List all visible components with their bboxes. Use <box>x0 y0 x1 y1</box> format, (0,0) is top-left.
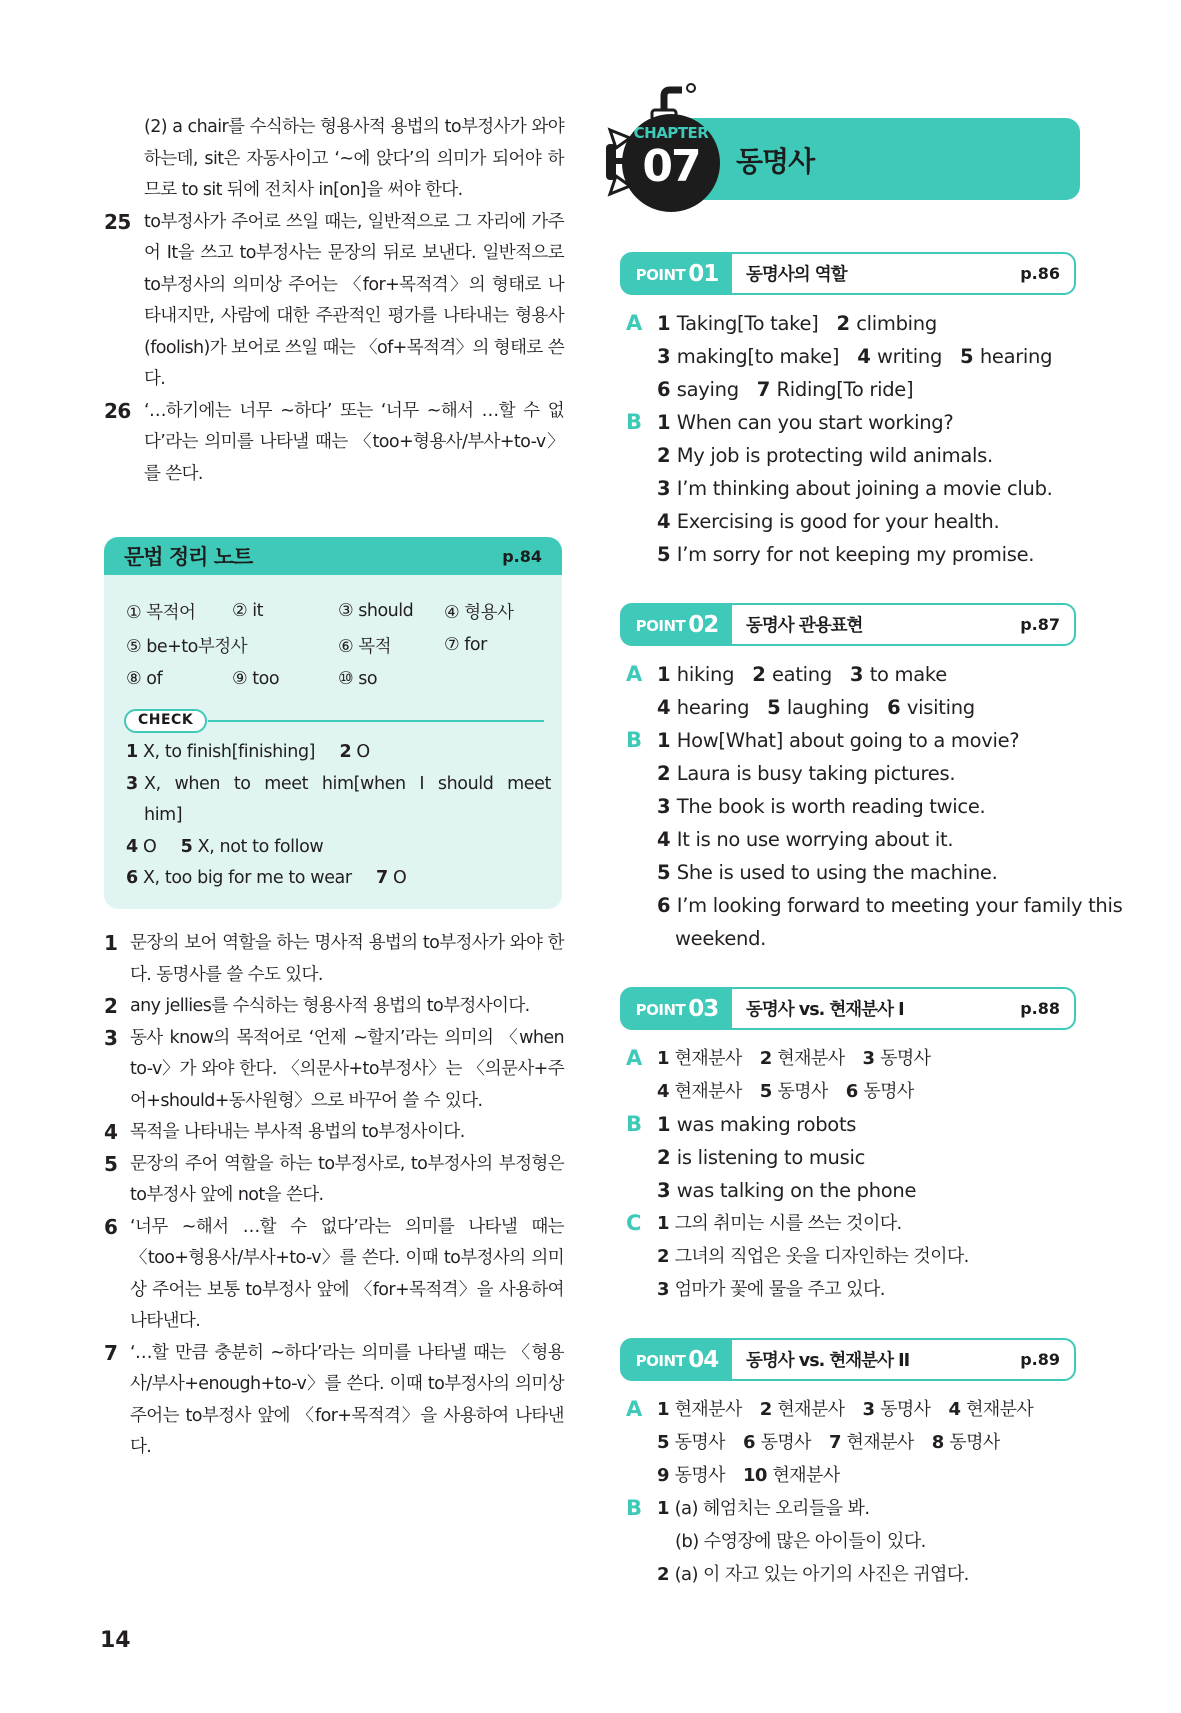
answer-text: writing <box>876 345 943 368</box>
explanation-text: ‘너무 ~해서 …할 수 없다’라는 의미를 나타낼 때는 〈too+형용사/부사+to-v〉를 쓴다. 이때 to부정사의 의미상 주어는 보통 to부정사 앞에 〈for+목적격〉을 사용하여 나타낸다. <box>130 1216 564 1331</box>
check-answer: X, not to follow <box>197 836 324 857</box>
answer-text: I’m sorry for not keeping my promise. <box>676 543 1035 566</box>
explanation-text: any jellies를 수식하는 형용사적 용법의 to부정사이다. <box>130 996 530 1016</box>
point-header <box>620 987 1076 1030</box>
answer-text: 동명사 <box>880 1399 931 1420</box>
answer-cell: ⑧ of <box>126 669 163 689</box>
answer-number: 3 <box>657 345 677 368</box>
answer-line <box>657 823 1181 856</box>
explanation-number: 1 <box>104 931 118 955</box>
answer-text: 동명사 <box>863 1081 914 1102</box>
section-letter: A <box>626 1397 642 1421</box>
answer-text: 그의 취미는 시를 쓰는 것이다. <box>674 1213 902 1234</box>
answer-number: 2 <box>657 1564 675 1585</box>
answer-line <box>657 340 1076 373</box>
answer-cell: ⑩ so <box>338 669 378 689</box>
point-page-ref: p.86 <box>1020 264 1060 283</box>
explanation-item <box>104 396 564 491</box>
check-number: 7 <box>376 868 388 888</box>
answer-line <box>657 691 1181 724</box>
explanation-item <box>104 207 564 396</box>
point-page-ref: p.89 <box>1020 1350 1060 1369</box>
answer-number: 2 <box>657 1146 677 1169</box>
answer-number: 2 <box>657 444 677 467</box>
left-column <box>104 112 564 490</box>
explanation-number: 5 <box>104 1151 118 1176</box>
answer-number: 6 <box>845 1081 864 1102</box>
answer-text: to make <box>869 663 947 686</box>
check-rule-line <box>208 720 544 722</box>
answer-cell: ⑥ 목적 <box>338 636 392 657</box>
explanation-item <box>104 1023 564 1118</box>
explanation-number: 6 <box>104 1214 118 1239</box>
submarine-icon <box>600 78 730 203</box>
answer-number: 6 <box>657 378 677 401</box>
check-label: CHECK <box>124 709 207 733</box>
answer-line <box>657 1174 1076 1207</box>
answers <box>626 1393 1076 1591</box>
answer-line <box>657 1240 1076 1273</box>
answer-text: hearing <box>979 345 1053 368</box>
answer-text: making[to make] <box>676 345 840 368</box>
answer-cell: ② it <box>232 601 263 621</box>
point-word: POINT <box>635 1352 686 1370</box>
explanation-text: 문장의 보어 역할을 하는 명사적 용법의 to부정사가 와야 한다. 동명사를 쓸 수도 있다. <box>130 933 564 985</box>
answer-number: 2 <box>759 1399 778 1420</box>
answers <box>626 658 1181 955</box>
answer-number: 3 <box>657 795 677 818</box>
explanation-text: ‘…하기에는 너무 ~하다’ 또는 ‘너무 ~해서 …할 수 없다’라는 의미를 나타낼 때는 〈too+형용사/부사+to-v〉를 쓴다. <box>144 400 564 484</box>
answer-line <box>657 307 1076 340</box>
answer-number: 1 <box>657 729 677 752</box>
answer-text: 현재분사 <box>966 1399 1034 1420</box>
answer-group-a <box>626 1042 1076 1108</box>
answer-number: 1 <box>657 1498 675 1519</box>
answer-cell: ④ 형용사 <box>444 602 514 623</box>
answer-text: (a) 이 자고 있는 아기의 사진은 귀엽다. <box>674 1564 969 1585</box>
point-number: 04 <box>688 1346 719 1373</box>
check-divider <box>124 709 544 733</box>
answer-text: was making robots <box>676 1113 857 1136</box>
answer-text: saying <box>676 378 739 401</box>
point-tag <box>622 1340 732 1379</box>
answer-line <box>657 1393 1076 1426</box>
answer-text: was talking on the phone <box>676 1179 917 1202</box>
answer-text: 현재분사 <box>674 1081 742 1102</box>
answer-group-b <box>626 1492 1076 1591</box>
explanation-text: 동사 know의 목적어로 ‘언제 ~할지’라는 의미의 〈when to-v〉가 와야 한다. 〈의문사+to부정사〉는 〈의문사+주어+should+동사원형〉으로 바꾸어 쓸 수 있다. <box>130 1027 564 1111</box>
check-number: 1 <box>126 742 138 762</box>
answer-line <box>657 1042 1076 1075</box>
explanation-item <box>104 928 564 991</box>
answer-text: My job is protecting wild animals. <box>676 444 993 467</box>
point-section-02 <box>600 603 1181 955</box>
section-letter: B <box>626 410 642 434</box>
answer-line <box>657 1459 1076 1492</box>
answer-number: 2 <box>836 312 857 335</box>
point-word: POINT <box>635 617 686 635</box>
answer-line <box>657 757 1181 790</box>
answer-text: Exercising is good for your health. <box>676 510 1000 533</box>
answer-text: I’m looking forward to meeting your family this weekend. <box>675 894 1123 950</box>
answer-number: 10 <box>742 1465 773 1486</box>
answer-number: 6 <box>742 1432 761 1453</box>
answer-group-a <box>626 307 1076 406</box>
grammar-note-answers <box>126 594 546 696</box>
answer-number: 2 <box>752 663 772 686</box>
point-tag <box>622 605 732 644</box>
answer-line <box>657 724 1181 757</box>
section-letter: A <box>626 662 642 686</box>
point-title: 동명사의 역할 <box>746 265 847 285</box>
answer-text: How[What] about going to a movie? <box>676 729 1020 752</box>
answer-cell: ⑦ for <box>444 635 487 655</box>
point-page-ref: p.87 <box>1020 615 1060 634</box>
check-number: 4 <box>126 836 138 857</box>
answer-line <box>657 1108 1076 1141</box>
answer-number: 4 <box>657 828 677 851</box>
answer-number: 4 <box>657 1081 675 1102</box>
answer-number: 5 <box>657 543 677 566</box>
point-header <box>620 1338 1076 1381</box>
answer-line <box>657 1558 1076 1591</box>
answer-line <box>657 658 1181 691</box>
answer-text: 엄마가 꽃에 물을 주고 있다. <box>674 1279 885 1300</box>
section-letter: B <box>626 1496 642 1520</box>
point-section-03 <box>600 987 1076 1306</box>
answer-number: 7 <box>828 1432 847 1453</box>
answer-text: is listening to music <box>676 1146 866 1169</box>
answer-text: It is no use worrying about it. <box>676 828 954 851</box>
explanation-number: 26 <box>104 398 131 423</box>
point-word: POINT <box>635 1001 686 1019</box>
answer-line <box>657 439 1076 472</box>
answer-group-b <box>626 1108 1076 1207</box>
answer-text: 동명사 <box>777 1081 828 1102</box>
explanation-number: 7 <box>104 1340 118 1365</box>
answer-number: 5 <box>657 861 677 884</box>
answer-number: 3 <box>862 1048 881 1069</box>
grammar-note-title: 문법 정리 노트 <box>124 545 253 569</box>
check-line <box>126 769 551 832</box>
answer-text: 동명사 <box>880 1048 931 1069</box>
answer-text: (b) 수영장에 많은 아이들이 있다. <box>675 1531 926 1552</box>
answer-line <box>657 790 1181 823</box>
point-page-ref: p.88 <box>1020 999 1060 1018</box>
explanation-number: 2 <box>104 994 118 1018</box>
answer-text: 동명사 <box>674 1465 725 1486</box>
answer-number: 4 <box>948 1399 967 1420</box>
check-number: 6 <box>126 868 138 888</box>
answer-number: 7 <box>756 378 777 401</box>
point-title: 동명사 관용표현 <box>746 616 863 636</box>
answer-text: The book is worth reading twice. <box>676 795 986 818</box>
check-number: 3 <box>126 773 138 794</box>
answer-line <box>657 472 1076 505</box>
answer-number: 1 <box>657 663 677 686</box>
point-header <box>620 603 1076 646</box>
answer-line <box>657 1273 1076 1306</box>
answer-number: 5 <box>759 1081 778 1102</box>
point-number: 01 <box>688 260 719 287</box>
explanation-text: ‘…할 만큼 충분히 ~하다’라는 의미를 나타낼 때는 〈형용사/부사+enough+to-v〉를 쓴다. 이때 to부정사의 의미상 주어는 to부정사 앞에 〈for+목적격〉을 사용하여 나타낸다. <box>130 1342 564 1457</box>
chapter-number: 07 <box>642 141 700 192</box>
chapter-banner <box>600 78 1080 203</box>
point-header <box>620 252 1076 295</box>
answer-text: 현재분사 <box>846 1432 914 1453</box>
answer-text: laughing <box>786 696 870 719</box>
explanation-number: 3 <box>104 1025 118 1050</box>
check-line <box>126 737 551 769</box>
answer-text: Taking[To take] <box>676 312 819 335</box>
answer-text: eating <box>771 663 832 686</box>
section-letter: A <box>626 311 642 335</box>
answer-text: When can you start working? <box>676 411 954 434</box>
answer-number: 5 <box>960 345 980 368</box>
answer-text: 그녀의 직업은 옷을 디자인하는 것이다. <box>674 1246 969 1267</box>
grammar-note-header <box>104 537 562 575</box>
answer-number: 1 <box>657 1399 675 1420</box>
answer-number: 5 <box>767 696 787 719</box>
explanation-text: 문장의 주어 역할을 하는 to부정사로, to부정사의 부정형은 to부정사 앞에 not을 쓴다. <box>130 1153 564 1205</box>
check-answer: O <box>356 742 370 762</box>
answer-text: 동명사 <box>949 1432 1000 1453</box>
explanation-text: 목적을 나타내는 부사적 용법의 to부정사이다. <box>130 1122 465 1142</box>
answer-number: 6 <box>887 696 907 719</box>
point-title: 동명사 vs. 현재분사 I <box>746 1000 904 1020</box>
check-answers <box>126 737 551 895</box>
answers <box>626 1042 1076 1306</box>
answer-text: hiking <box>676 663 735 686</box>
answer-text: She is used to using the machine. <box>676 861 998 884</box>
answer-number: 8 <box>931 1432 950 1453</box>
section-letter: A <box>626 1046 642 1070</box>
answer-number: 3 <box>849 663 870 686</box>
check-answer: O <box>142 836 157 857</box>
answer-text: 동명사 <box>760 1432 811 1453</box>
section-letter: B <box>626 728 642 752</box>
answer-number: 3 <box>657 477 677 500</box>
answer-line <box>657 1141 1076 1174</box>
answer-group-c <box>626 1207 1076 1306</box>
answer-line <box>657 406 1076 439</box>
answer-text: I’m thinking about joining a movie club. <box>676 477 1053 500</box>
answer-row <box>126 628 546 662</box>
check-answer: X, when to meet him[when I should meet him] <box>144 773 551 825</box>
chapter-title: 동명사 <box>736 145 815 178</box>
answer-text: visiting <box>906 696 975 719</box>
grammar-note-box <box>104 537 562 909</box>
answer-number: 6 <box>657 894 677 917</box>
point-word: POINT <box>635 266 686 284</box>
page-number: 14 <box>100 1628 131 1653</box>
point-title: 동명사 vs. 현재분사 II <box>746 1351 910 1371</box>
check-line <box>126 863 551 895</box>
answer-text: 현재분사 <box>772 1465 840 1486</box>
answer-cell: ⑨ too <box>232 669 280 689</box>
answer-line <box>657 1492 1076 1525</box>
explanation-text: to부정사가 주어로 쓰일 때는, 일반적으로 그 자리에 가주어 It을 쓰고 to부정사는 문장의 뒤로 보낸다. 일반적으로 to부정사의 의미상 주어는 〈for+목적격〉의 형태로 나타내지만, 사람에 대한 주관적인 평가를 나타내는 형용사(foolish)가 보어로 쓰일 때는 〈of+목적격〉의 형태로 쓴다. <box>144 211 564 389</box>
answer-number: 1 <box>657 411 677 434</box>
answer-cell: ③ should <box>338 601 414 621</box>
explanation-24-continuation: (2) a chair를 수식하는 형용사적 용법의 to부정사가 와야 하는데, sit은 자동사이고 ‘~에 앉다’의 의미가 되어야 하므로 to sit 뒤에 전치사 in[on]을 써야 한다. <box>144 117 564 200</box>
section-letter: B <box>626 1112 642 1136</box>
answer-text: hearing <box>676 696 750 719</box>
answer-number: 2 <box>657 1246 675 1267</box>
answer-number: 3 <box>862 1399 881 1420</box>
answer-text: 현재분사 <box>674 1048 742 1069</box>
explanation-item <box>104 1212 564 1338</box>
answer-cell: ① 목적어 <box>126 602 196 623</box>
answer-text: 현재분사 <box>777 1399 845 1420</box>
point-number: 03 <box>688 995 719 1022</box>
explanation-number: 4 <box>104 1120 118 1144</box>
point-section-04 <box>600 1338 1076 1591</box>
check-number: 2 <box>339 742 352 762</box>
left-explanations-bottom <box>104 928 564 1464</box>
check-number: 5 <box>180 836 193 857</box>
answer-text: (a) 헤엄치는 오리들을 봐. <box>674 1498 870 1519</box>
explanation-item <box>104 1117 564 1149</box>
section-letter: C <box>626 1211 642 1235</box>
answer-number: 1 <box>657 312 677 335</box>
check-answer: X, too big for me to wear <box>142 868 352 888</box>
answer-group-b <box>626 406 1076 571</box>
check-answer: X, to finish[finishing] <box>142 742 316 762</box>
answer-cell: ⑤ be+to부정사 <box>126 636 248 657</box>
explanation-item <box>104 1149 564 1212</box>
explanation-item <box>104 1338 564 1464</box>
answer-text: climbing <box>856 312 937 335</box>
answer-group-b <box>626 724 1181 955</box>
answer-line <box>657 1207 1076 1240</box>
chapter-label: CHAPTER <box>633 124 709 142</box>
answer-number: 1 <box>657 1048 675 1069</box>
answer-line <box>657 856 1181 889</box>
answer-number: 5 <box>657 1432 675 1453</box>
answer-text: Riding[To ride] <box>776 378 914 401</box>
explanation-item <box>104 991 564 1023</box>
answer-number: 9 <box>657 1465 675 1486</box>
answer-number: 3 <box>657 1179 677 1202</box>
answer-text: 현재분사 <box>777 1048 845 1069</box>
point-section-01 <box>600 252 1076 571</box>
answer-line <box>657 1525 1076 1558</box>
point-tag <box>622 989 732 1028</box>
check-line <box>126 832 551 864</box>
answers <box>626 307 1076 571</box>
answer-row <box>126 594 546 628</box>
point-number: 02 <box>688 611 719 638</box>
answer-text: 동명사 <box>674 1432 725 1453</box>
answer-line <box>657 373 1076 406</box>
answer-group-a <box>626 1393 1076 1492</box>
answer-number: 4 <box>857 345 877 368</box>
explanation-number: 25 <box>104 209 131 234</box>
answer-text: 현재분사 <box>674 1399 742 1420</box>
answer-number: 4 <box>657 510 677 533</box>
answer-number: 3 <box>657 1279 675 1300</box>
answer-row <box>126 662 546 696</box>
answer-number: 2 <box>759 1048 778 1069</box>
answer-number: 1 <box>657 1113 677 1136</box>
answer-line <box>657 538 1076 571</box>
answer-line <box>657 1075 1076 1108</box>
answer-group-a <box>626 658 1181 724</box>
check-answer: O <box>392 868 407 888</box>
answer-number: 1 <box>657 1213 675 1234</box>
answer-text: Laura is busy taking pictures. <box>676 762 956 785</box>
answer-line <box>657 889 1181 955</box>
grammar-note-page-ref: p.84 <box>502 546 542 566</box>
answer-number: 2 <box>657 762 677 785</box>
answer-line <box>657 505 1076 538</box>
answer-number: 4 <box>657 696 677 719</box>
point-tag <box>622 254 732 293</box>
answer-line <box>657 1426 1076 1459</box>
